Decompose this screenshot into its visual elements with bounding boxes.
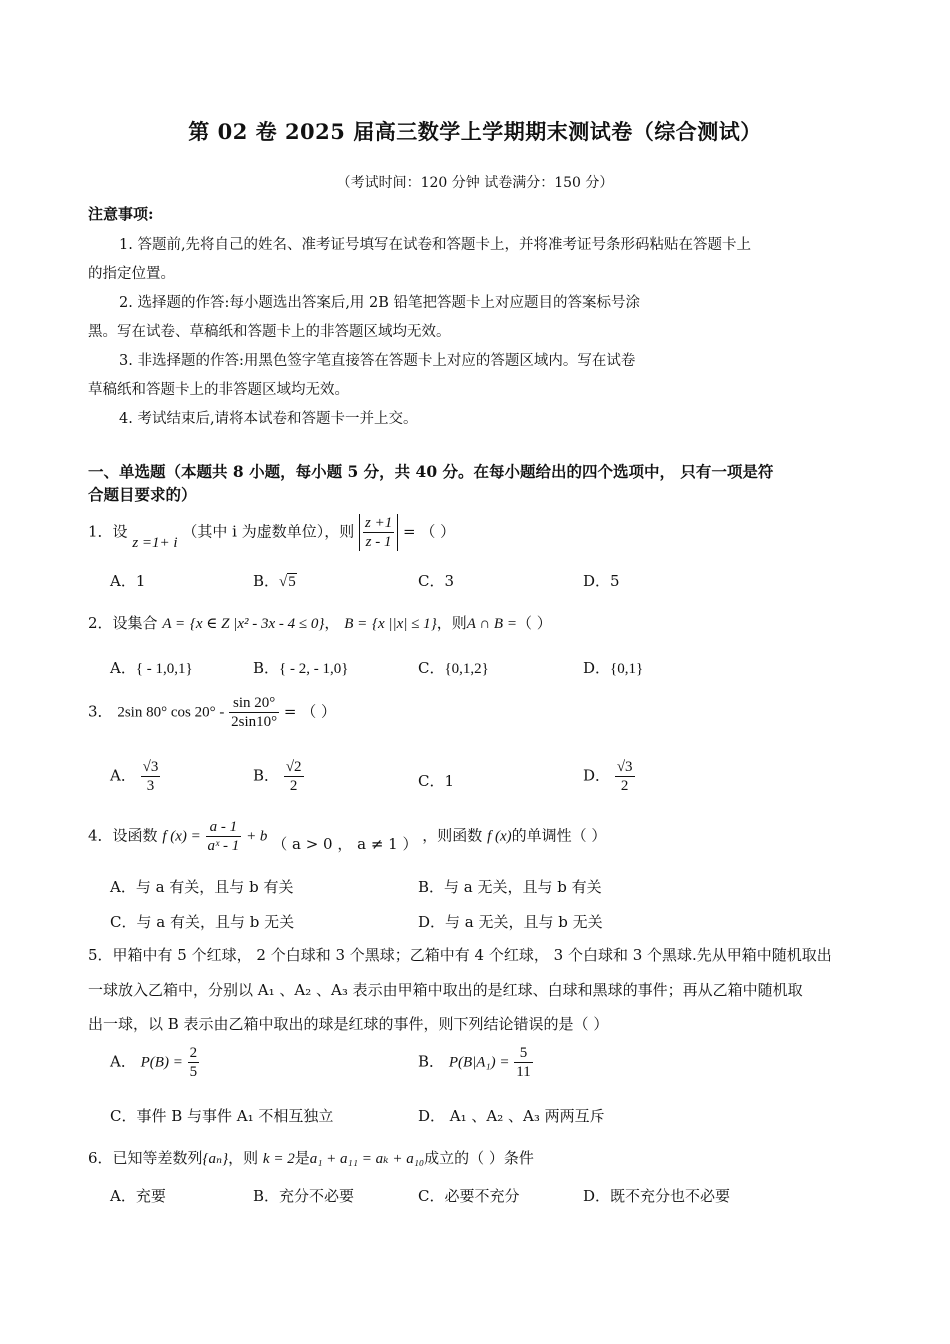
- q5-option-b[interactable]: [418, 1044, 533, 1081]
- q3-option-d-denominator: 2: [620, 778, 629, 794]
- q4-fx: f (x) =: [162, 828, 201, 845]
- q3-option-d-numerator: √3: [616, 759, 633, 775]
- q2-ask: A ∩ B =: [466, 616, 517, 632]
- question-4: [88, 818, 606, 855]
- q2-number: 2．设集合: [88, 614, 158, 632]
- question-3: [88, 694, 336, 731]
- q5-option-b-fraction: [514, 1044, 532, 1081]
- q4-plus: + b: [246, 828, 268, 845]
- q6-is: 是: [294, 1149, 310, 1167]
- q2-option-c[interactable]: [418, 657, 489, 678]
- q2-option-d-label: D．: [583, 659, 611, 677]
- q3-option-d[interactable]: [583, 758, 635, 795]
- q1-option-b-value: √5: [279, 574, 296, 590]
- q2-option-c-value: {0,1,2}: [444, 661, 489, 677]
- q5-option-a-numerator: 2: [189, 1045, 198, 1061]
- notice-item-3: [88, 347, 878, 405]
- question-6: [88, 1147, 534, 1168]
- q3-option-b-fraction: [284, 758, 304, 795]
- q5-option-a-expr: P(B) =: [140, 1054, 183, 1071]
- q4-numerator: a - 1: [206, 818, 242, 837]
- q6-option-b[interactable]: B．充分不必要: [253, 1187, 355, 1205]
- q6-option-d[interactable]: D．既不充分也不必要: [583, 1187, 731, 1205]
- q1-mid: （其中 i 为虚数单位），则: [182, 522, 355, 541]
- q1-fraction: [363, 514, 394, 551]
- q2-set-b-body: x ||x| ≤ 1: [378, 616, 431, 632]
- q1-number: 1．设: [88, 522, 128, 541]
- q2-option-b-value: { - 2, - 1,0}: [279, 661, 349, 677]
- q6-option-a[interactable]: A．充要: [110, 1187, 166, 1205]
- q5-option-c[interactable]: C．事件 B 与事件 A₁ 不相互独立: [110, 1107, 334, 1125]
- q2-set-b-close-brace: }: [430, 616, 437, 632]
- q1-option-b-radicand: 5: [288, 574, 296, 590]
- q2-set-a-body: x ∈ Z |x² - 3x - 4 ≤ 0: [195, 616, 319, 632]
- q2-set-a-open-brace: {: [189, 616, 196, 632]
- q4-tail2: 的单调性（ ）: [511, 826, 607, 845]
- q3-option-a[interactable]: [110, 758, 160, 795]
- notice-item-1: [88, 231, 878, 289]
- q6-number: 6．已知等差数列: [88, 1149, 203, 1167]
- q2-option-b-label: B．: [253, 659, 280, 677]
- q1-option-d[interactable]: D．5: [583, 572, 620, 590]
- q5-line-1: 5．甲箱中有 5 个红球， 2 个白球和 3 个黑球；乙箱中有 4 个红球， 3 个白球和 3 个黑球.先从甲箱中随机取出: [88, 946, 832, 964]
- q1-tail: = （ ）: [402, 522, 456, 541]
- q2-set-a-label: A =: [162, 616, 186, 632]
- notice-item-1-line-1: 1. 答题前,先将自己的姓名、准考证号填写在试卷和答题卡上，并将准考证号条形码粘贴在答题卡上: [119, 237, 752, 253]
- q4-option-b[interactable]: B．与 a 无关，且与 b 有关: [418, 878, 602, 896]
- q6-condition: k = 2: [262, 1151, 295, 1167]
- notice-item-3-line-1: 3. 非选择题的作答:用黑色签字笔直接答在答题卡上对应的答题区域内。写在试卷: [119, 353, 636, 369]
- q3-option-a-label: A．: [110, 766, 136, 785]
- notice-heading: 注意事项:: [88, 205, 154, 223]
- q5-option-a-label: A．: [110, 1052, 136, 1071]
- q6-option-c[interactable]: C．必要不充分: [418, 1187, 520, 1205]
- q4-fraction: [206, 818, 242, 855]
- q3-denominator: 2sin10°: [231, 714, 278, 730]
- q2-option-b[interactable]: [253, 657, 348, 678]
- q2-set-a-close-brace: }: [318, 616, 325, 632]
- section-heading-line-2: 合题目要求的）: [88, 485, 197, 504]
- q3-option-a-fraction: [141, 758, 161, 795]
- q3-option-b-denominator: 2: [289, 778, 298, 794]
- q3-option-b-numerator: √2: [285, 759, 302, 775]
- q5-line-2: 一球放入乙箱中，分别以 A₁ 、A₂ 、A₃ 表示由甲箱中取出的是红球、白球和黑球的事件；再从乙箱中随机取: [88, 981, 803, 999]
- q5-option-b-label: B．: [418, 1052, 445, 1071]
- notice-item-2: [88, 289, 878, 347]
- q4-option-c[interactable]: C．与 a 有关，且与 b 无关: [110, 913, 295, 931]
- q6-equation: a₁ + a₁₁ = aₖ + a₁₀: [309, 1151, 425, 1167]
- q3-option-c[interactable]: C．1: [418, 772, 455, 790]
- q5-option-b-expr: P(B|A₁) =: [448, 1054, 510, 1071]
- q3-tail: = （ ）: [283, 702, 337, 721]
- page-title: 第 02 卷 2025 届高三数学上学期期末测试卷（综合测试）: [188, 119, 762, 144]
- q4-tail: ，则函数: [422, 826, 483, 845]
- question-2: [88, 612, 552, 633]
- q6-sequence: {aₙ}: [202, 1151, 229, 1167]
- q1-numerator: z +1: [364, 515, 393, 531]
- notice-item-4: [88, 405, 878, 434]
- section-heading-line-1: 一、单选题（本题共 8 小题，每小题 5 分，共 40 分。在每小题给出的四个选项中， 只有一项是符: [88, 462, 774, 481]
- q3-lhs: 2sin 80° cos 20° -: [117, 704, 225, 721]
- q5-option-a-fraction: [188, 1044, 200, 1081]
- q2-option-a-value: { - 1,0,1}: [135, 661, 193, 677]
- q5-option-b-numerator: 5: [514, 1044, 532, 1063]
- q4-fx2: f (x): [487, 828, 512, 845]
- q4-condition: （ a > 0 ， a ≠ 1 ）: [272, 834, 418, 853]
- q2-option-d-value: {0,1}: [610, 661, 644, 677]
- q2-comma: ，: [324, 614, 340, 632]
- q5-option-b-denominator: 11: [516, 1064, 531, 1080]
- notice-item-2-line-2: 黑。写在试卷、草稿纸和答题卡上的非答题区域均无效。: [88, 324, 451, 340]
- q3-number: 3．: [88, 702, 113, 721]
- question-1: [88, 514, 455, 551]
- q3-option-b[interactable]: [253, 758, 304, 795]
- q2-set-b-label: B =: [344, 616, 368, 632]
- q3-option-a-denominator: 3: [146, 778, 155, 794]
- notice-item-1-line-2: 的指定位置。: [88, 266, 175, 282]
- q1-abs-fraction: [359, 514, 398, 551]
- exam-info: （考试时间：120 分钟 试卷满分：150 分）: [336, 175, 614, 191]
- q2-tail: ，则: [436, 614, 467, 632]
- q2-option-c-label: C．: [418, 659, 445, 677]
- q2-option-a[interactable]: [110, 657, 193, 678]
- q4-option-d[interactable]: D．与 a 无关，且与 b 无关: [418, 913, 603, 931]
- q4-denominator: aˣ - 1: [207, 838, 240, 854]
- q3-numerator: sin 20°: [229, 694, 279, 713]
- q5-option-a-denominator: 5: [189, 1064, 198, 1080]
- q5-option-a[interactable]: [110, 1044, 199, 1081]
- q4-option-a[interactable]: A．与 a 有关，且与 b 有关: [110, 878, 294, 896]
- q6-mid: ，则: [228, 1149, 259, 1167]
- q6-tail: 成立的（ ）条件: [424, 1149, 534, 1167]
- q1-option-b-label: B．: [253, 572, 280, 590]
- q1-option-a[interactable]: A．1: [110, 572, 146, 590]
- q2-option-d[interactable]: [583, 657, 643, 678]
- q2-set-b-open-brace: {: [372, 616, 379, 632]
- q1-expr: z =1+ i: [132, 534, 178, 551]
- q3-option-d-fraction: [615, 758, 635, 795]
- q2-paren: （ ）: [516, 614, 552, 632]
- notice-item-4-line-1: 4. 考试结束后,请将本试卷和答题卡一并上交。: [119, 411, 418, 427]
- q5-line-3: 出一球，以 B 表示由乙箱中取出的球是红球的事件，则下列结论错误的是（ ）: [88, 1015, 609, 1033]
- q3-option-d-label: D．: [583, 766, 611, 785]
- q1-option-c[interactable]: C．3: [418, 572, 455, 590]
- notice-item-2-line-1: 2. 选择题的作答:每小题选出答案后,用 2B 铅笔把答题卡上对应题目的答案标号涂: [119, 295, 641, 311]
- q4-number: 4．设函数: [88, 826, 158, 845]
- q3-option-b-label: B．: [253, 766, 280, 785]
- q1-denominator: z - 1: [365, 534, 392, 550]
- q3-fraction: [229, 694, 279, 731]
- q1-option-b[interactable]: [253, 570, 297, 591]
- q3-option-a-numerator: √3: [142, 759, 159, 775]
- section-heading: [88, 460, 878, 506]
- q2-option-a-label: A．: [110, 659, 136, 677]
- notice-item-3-line-2: 草稿纸和答题卡上的非答题区域均无效。: [88, 382, 349, 398]
- q5-option-d[interactable]: D． A₁ 、A₂ 、A₃ 两两互斥: [418, 1107, 605, 1125]
